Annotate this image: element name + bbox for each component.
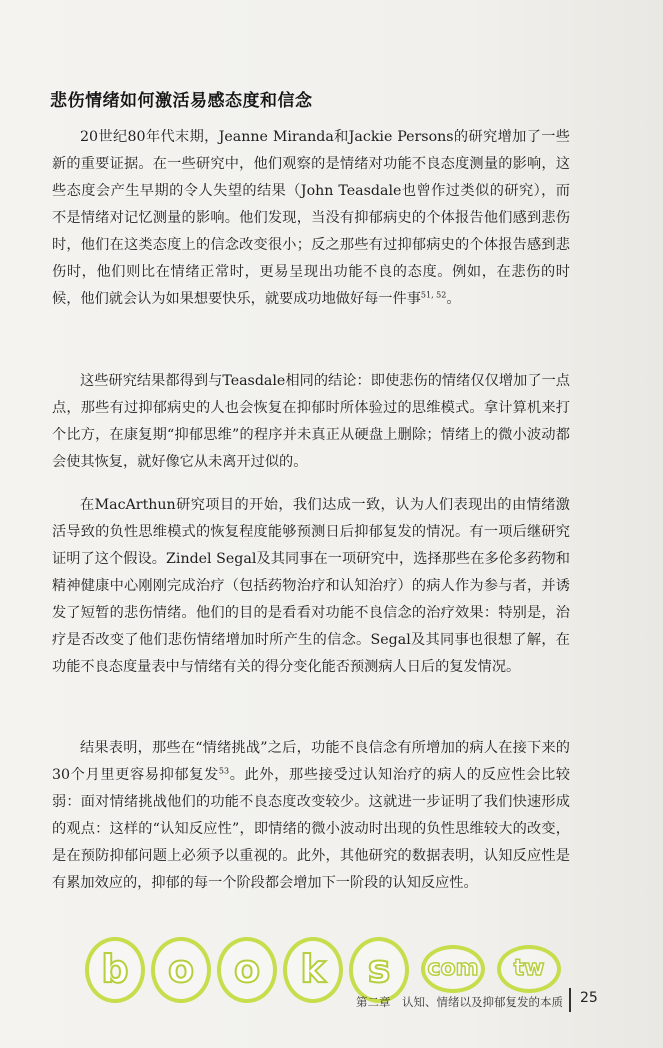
page-footer	[0, 988, 663, 1018]
watermark-com: com	[421, 945, 485, 993]
watermark-letter-k: k	[283, 937, 343, 1003]
paragraph-1-end: 。	[446, 291, 461, 307]
citation-51-52: 51, 52	[420, 290, 447, 300]
page-number: 25	[580, 990, 598, 1006]
paragraph-4-text-a: 结果表明，那些在“情绪挑战”之后，功能不良信念有所增加的病人在接下来的30个月里更容易抑郁复发	[52, 740, 570, 783]
paragraph-1	[52, 124, 570, 313]
watermark-letter-s: s	[349, 937, 409, 1003]
paragraph-3: 在MacArthun研究项目的开始，我们达成一致，认为人们表现出的由情绪激活导致的负性思维模式的恢复程度能够预测日后抑郁复发的情况。有一项后继研究证明了这个假设。Zindel Segal及其同事在一项研究中，选择那些在多伦多药物和精神健康中心刚刚完成治疗（包括药物治疗和认知治疗）的病人作为参与者，并诱发了短暂的悲伤情绪。他们的目的是看看对功能不良信念的治疗效果：特别是，治疗是否改变了他们悲伤情绪增加时所产生的信念。Segal及其同事也很想了解，在功能不良态度量表中与情绪有关的得分变化能否预测病人日后的复发情况。	[52, 497, 570, 675]
section-heading: 悲伤情绪如何激活易感态度和信念	[50, 91, 313, 111]
watermark-letter-o: o	[151, 937, 211, 1003]
watermark-tw: tw	[497, 945, 561, 993]
watermark-letter-o-2: o	[217, 937, 277, 1003]
footer-divider	[569, 988, 571, 1012]
paragraph-4-text-b: 。此外，那些接受过认知治疗的病人的反应性会比较弱：面对情绪挑战他们的功能不良态度改变较少。这就进一步证明了我们快速形成的观点：这样的“认知反应性”，即情绪的微小波动时出现的负性思维较大的改变，是在预防抑郁问题上必须予以重视的。此外，其他研究的数据表明，认知反应性是有累加效应的，抑郁的每一个阶段都会增加下一阶段的认知反应性。	[52, 767, 570, 891]
watermark-letter-b: b	[85, 937, 145, 1003]
running-footer-chapter: 第二章 认知、情绪以及抑郁复发的本质	[356, 995, 563, 1009]
paragraph-1-text: 20世纪80年代末期，Jeanne Miranda和Jackie Persons的研究增加了一些新的重要证据。在一些研究中，他们观察的是情绪对功能不良态度测量的影响，这些态度会产生早期的令人失望的结果（John Teasdale也曾作过类似的研究），而不是情绪对记忆测量的影响。他们发现，当没有抑郁病史的个体报告他们感到悲伤时，他们在这类态度上的信念改变很小；反之那些有过抑郁病史的个体报告感到悲伤时，他们则比在情绪正常时，更易呈现出功能不良的态度。例如，在悲伤的时候，他们就会认为如果想要快乐，就要成功地做好每一件事	[52, 129, 570, 307]
paragraph-4	[52, 735, 570, 897]
paragraph-2: 这些研究结果都得到与Teasdale相同的结论：即使悲伤的情绪仅仅增加了一点点，那些有过抑郁病史的人也会恢复在抑郁时所体验过的思维模式。拿计算机来打个比方，在康复期“抑郁思维”的程序并未真正从硬盘上删除；情绪上的微小波动都会使其恢复，就好像它从未离开过似的。	[52, 373, 570, 470]
citation-53: 53	[218, 766, 230, 776]
